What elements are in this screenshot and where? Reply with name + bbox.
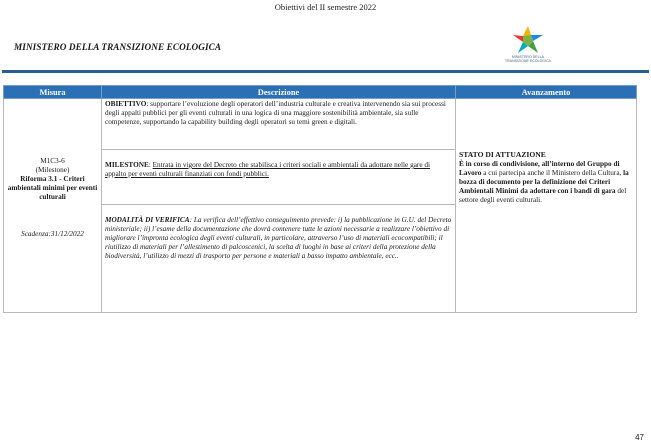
descrizione-cell [102, 99, 456, 313]
page-number: 47 [635, 433, 644, 442]
logo-line-1: MINISTERO DELLA [511, 55, 545, 59]
stato-heading: STATO DI ATTUAZIONE [459, 150, 546, 159]
ministry-name: MINISTERO DELLA TRANSIZIONE ECOLOGICA [14, 42, 222, 52]
misura-riforma: Riforma 3.1 - Criteri ambientali minimi per eventi culturali [7, 174, 98, 201]
page-header: Obiettivi del II semestre 2022 [274, 2, 377, 12]
table-row [4, 99, 637, 313]
column-header-avanzamento: Avanzamento [456, 86, 637, 99]
avanzamento-text-1: È in corso di condivisione, all’interno del Gruppo di Lavoro [459, 159, 620, 177]
star-logo-icon [511, 25, 545, 55]
milestone-separator: : [148, 161, 153, 169]
milestone-block [102, 150, 455, 205]
misura-scadenza: Scadenza:31/12/2022 [21, 229, 84, 238]
misura-cell [4, 99, 102, 313]
milestone-table [3, 85, 637, 313]
milestone-label: MILESTONE [105, 161, 149, 169]
verifica-label: MODALITÀ DI VERIFICA [105, 216, 190, 224]
header-rule [2, 70, 649, 73]
avanzamento-text-4: del settore degli eventi culturali. [459, 186, 627, 204]
column-header-misura: Misura [4, 86, 102, 99]
verifica-text: : La verifica dell’effettivo conseguimento prevede: i) la pubblicazione in G.U. del Decreto ministeriale; ii) l’esame della documentazione che dovrà contenere tutte le azioni necessarie a realizzare l’obiettivo di migliorare l’impronta ecologica degli eventi culturali, in particolare, attraverso l’uso di materiali ecocompatibili; il riutilizzo di materiali per l’allestimento di palcoscenici, la scelta di luoghi in base ai criteri della protezione della biodiversità, l’utilizzo di mezzi di trasporto per persone e materiali a basso impatto ambientale, ecc.. [105, 216, 452, 260]
column-header-descrizione: Descrizione [102, 86, 456, 99]
misura-code: M1C3-6 [40, 157, 65, 165]
misura-type: (Milestone) [35, 165, 70, 174]
avanzamento-text-2: a cui partecipa anche il Ministero della Cultura, [481, 168, 624, 177]
milestone-text: Entrata in vigore del Decreto che stabilisca i criteri sociali e ambientali da adottare nelle gare di appalto per eventi culturali finanziati con fondi pubblici. [105, 161, 431, 178]
avanzamento-text-3: la bozza di documento per la definizione dei Criteri Ambientali Minimi da adottare con i bandi di gara [459, 168, 629, 195]
avanzamento-cell [456, 99, 637, 313]
verifica-block [102, 205, 455, 289]
logo-line-2: TRANSIZIONE ECOLOGICA [505, 59, 551, 63]
obiettivo-block [102, 99, 455, 150]
obiettivo-label: OBIETTIVO [105, 100, 147, 108]
table-header-row [4, 86, 637, 99]
obiettivo-text: : supportare l’evoluzione degli operatori dell’industria culturale e creativa intervenendo sia sui processi degli appalti pubblici per gli eventi culturali in una logica di una maggiore sostenibilità ambientale, sia sulle competenze, supportando la capability building degli operatori su temi green e digitali. [105, 100, 446, 126]
ministry-logo [496, 25, 560, 69]
